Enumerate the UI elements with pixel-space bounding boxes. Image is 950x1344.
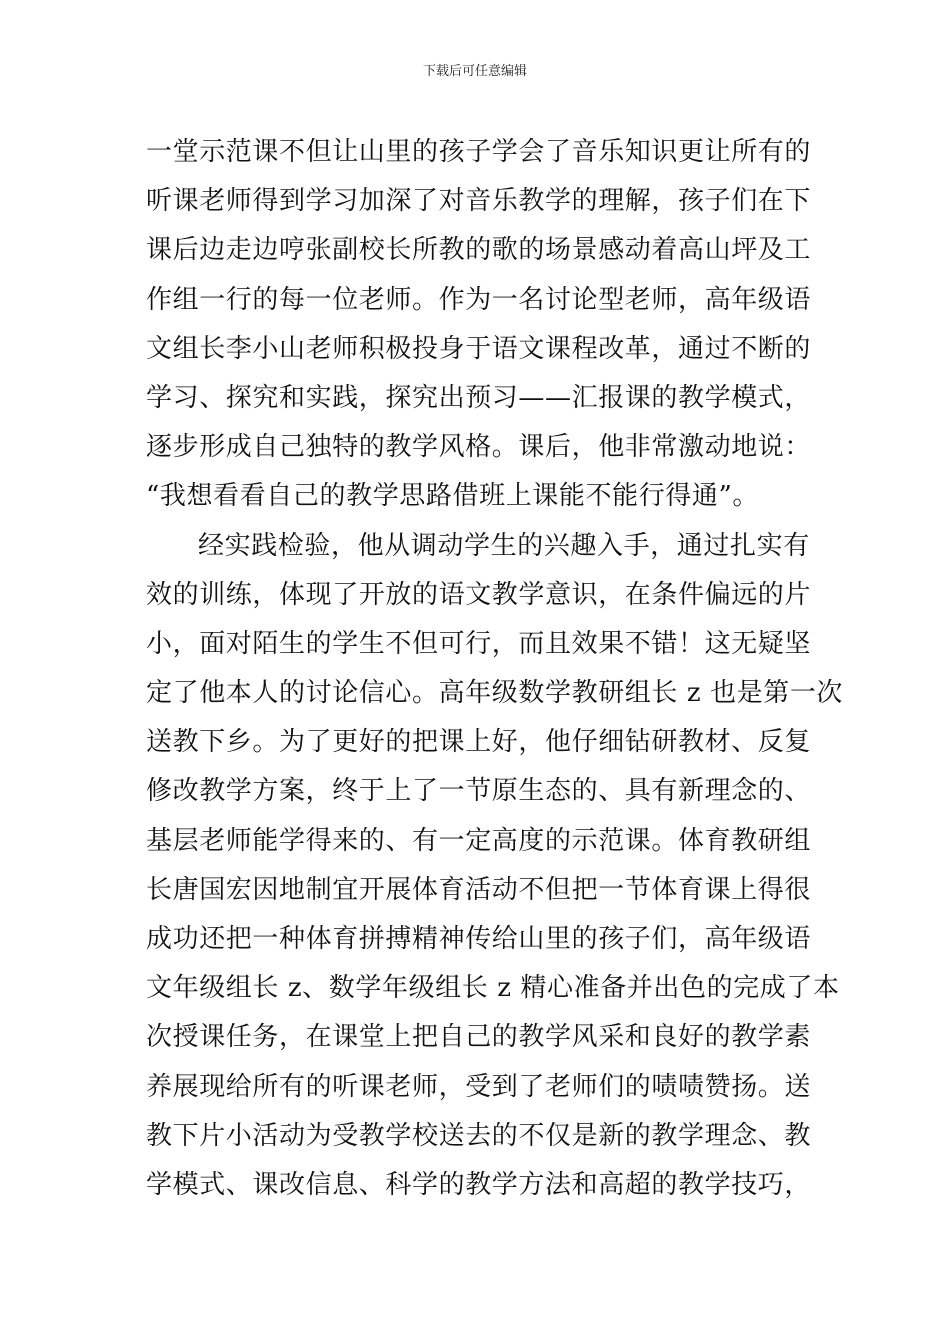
page-header: 下载后可任意编辑 bbox=[422, 64, 527, 79]
text-line: “我想看看自己的教学思路借班上课能不能行得通”。 bbox=[146, 481, 759, 512]
text-line: 教下片小活动为受教学校送去的不仅是新的教学理念、教 bbox=[146, 1120, 812, 1151]
paragraph-start-line: 经实践检验，他从调动学生的兴趣入手，通过扎实有 bbox=[198, 530, 810, 561]
text-line: 长唐国宏因地制宜开展体育活动不但把一节体育课上得很 bbox=[146, 874, 812, 905]
text-line: 修改教学方案，终于上了一节原生态的、具有新理念的、 bbox=[146, 776, 812, 807]
text-line: 文组长李小山老师积极投身于语文课程改革，通过不断的 bbox=[146, 333, 812, 364]
document-body bbox=[146, 128, 844, 1210]
text-line: 课后边走边哼张副校长所教的歌的场景感动着高山坪及工 bbox=[146, 235, 812, 266]
text-line: 效的训练，体现了开放的语文教学意识，在条件偏远的片 bbox=[146, 579, 812, 610]
text-line: 送教下乡。为了更好的把课上好，他仔细钻研教材、反复 bbox=[146, 727, 812, 758]
text-line: 小，面对陌生的学生不但可行，而且效果不错！这无疑坚 bbox=[146, 628, 812, 659]
text-line: 学习、探究和实践，探究出预习——汇报课的教学模式， bbox=[146, 382, 812, 413]
text-line: 成功还把一种体育拼搏精神传给山里的孩子们，高年级语 bbox=[146, 924, 812, 954]
text-line: 逐步形成自己独特的教学风格。课后，他非常激动地说： bbox=[146, 432, 812, 463]
text-line: 文年级组长 z、数学年级组长 z 精心准备并出色的完成了本 bbox=[146, 973, 840, 1004]
text-line: 作组一行的每一位老师。作为一名讨论型老师，高年级语 bbox=[146, 284, 812, 315]
text-line: 听课老师得到学习加深了对音乐教学的理解，孩子们在下 bbox=[146, 186, 812, 217]
text-line: 学模式、课改信息、科学的教学方法和高超的教学技巧， bbox=[146, 1169, 812, 1200]
text-line: 养展现给所有的听课老师，受到了老师们的啧啧赞扬。送 bbox=[146, 1071, 812, 1102]
text-line: 一堂示范课不但让山里的孩子学会了音乐知识更让所有的 bbox=[146, 137, 812, 167]
text-line: 次授课任务，在课堂上把自己的教学风采和良好的教学素 bbox=[146, 1022, 812, 1053]
text-line: 基层老师能学得来的、有一定高度的示范课。体育教研组 bbox=[146, 825, 812, 856]
text-line: 定了他本人的讨论信心。高年级数学教研组长 z 也是第一次 bbox=[146, 678, 844, 709]
